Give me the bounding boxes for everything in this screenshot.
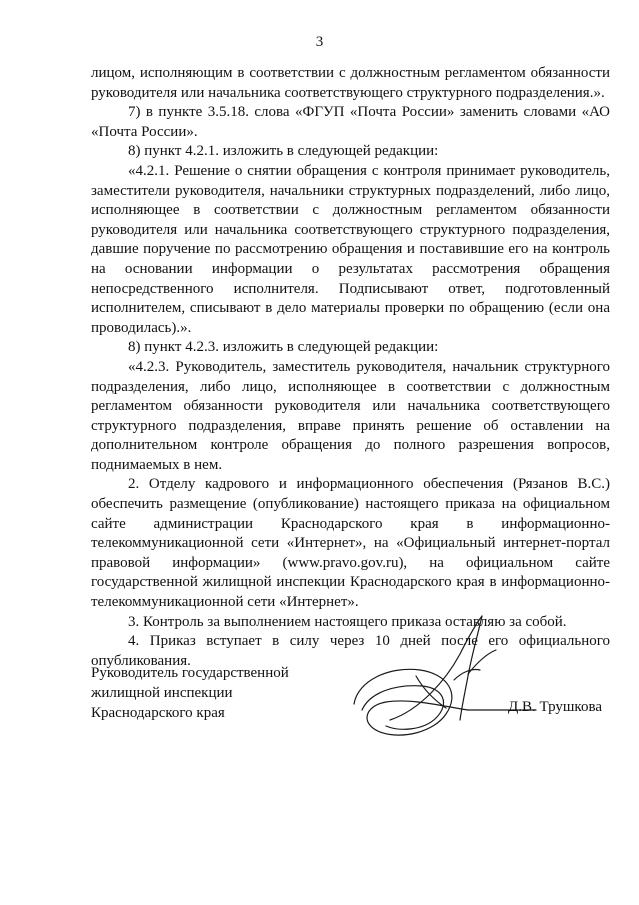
paragraph-continuation: лицом, исполняющим в соответствии с должностным регламентом обязанности руководителя или начальника соответствующего структурного подразделения.». xyxy=(91,65,610,101)
handwritten-signature xyxy=(350,610,540,760)
paragraph-clause-2: 2. Отделу кадрового и информационного обеспечения (Рязанов В.С.) обеспечить размещение (опубликование) настоящего приказа на официальном сайте администрации Краснодарского края в информационно-телекоммуникационной сети «Интернет», на «Официальный интернет-портал правовой информации» (www.pravo.gov.ru), на официальном сайте государственной жилищной инспекции Краснодарского края в информационно-телекоммуникационной сети «Интернет». xyxy=(91,476,610,611)
signer-name: Д.В. Трушкова xyxy=(508,699,602,715)
paragraph-4-2-1: «4.2.1. Решение о снятии обращения с контроля принимает руководитель, заместители руководителя, начальники структурных подразделений, либо лицо, исполняющее в соответствии с должностным регламентом обязанности руководителя или начальника соответствующего структурного подразделения, давшие поручение по рассмотрению обращения и поставившие его на контроль на основании информации о результатах рассмотрения обращения непосредственного исполнителя. Подписывают ответ, подготовленный исполнителем, списывают в дело материалы проверки по обращению (если она проводилась).». xyxy=(91,162,610,336)
paragraph-item-8b-heading: 8) пункт 4.2.3. изложить в следующей редакции: xyxy=(128,339,439,356)
paragraph-clause-3: 3. Контроль за выполнением настоящего приказа оставляю за собой. xyxy=(128,613,567,630)
document-body xyxy=(91,64,610,671)
signatory-title-line: Руководитель государственной xyxy=(91,665,289,681)
paragraph-item-7: 7) в пункте 3.5.18. слова «ФГУП «Почта России» заменить словами «АО «Почта России». xyxy=(91,104,610,140)
signatory-title xyxy=(91,663,321,723)
paragraph-item-8-heading: 8) пункт 4.2.1. изложить в следующей редакции: xyxy=(128,143,439,160)
page-number: 3 xyxy=(315,34,324,50)
paragraph-clause-4: 4. Приказ вступает в силу через 10 дней после его официального опубликования. xyxy=(91,633,610,669)
paragraph-4-2-3: «4.2.3. Руководитель, заместитель руководителя, начальник структурного подразделения, либо лицо, исполняющее в соответствии с должностным регламентом обязанности руководителя или начальника соответствующего структурного подразделения, вправе принять решение об оставлении на дополнительном контроле обращения до полного разрешения вопросов, поднимаемых в нем. xyxy=(91,358,610,473)
signatory-title-line: Краснодарского края xyxy=(91,705,225,721)
signatory-title-line: жилищной инспекции xyxy=(91,685,233,701)
